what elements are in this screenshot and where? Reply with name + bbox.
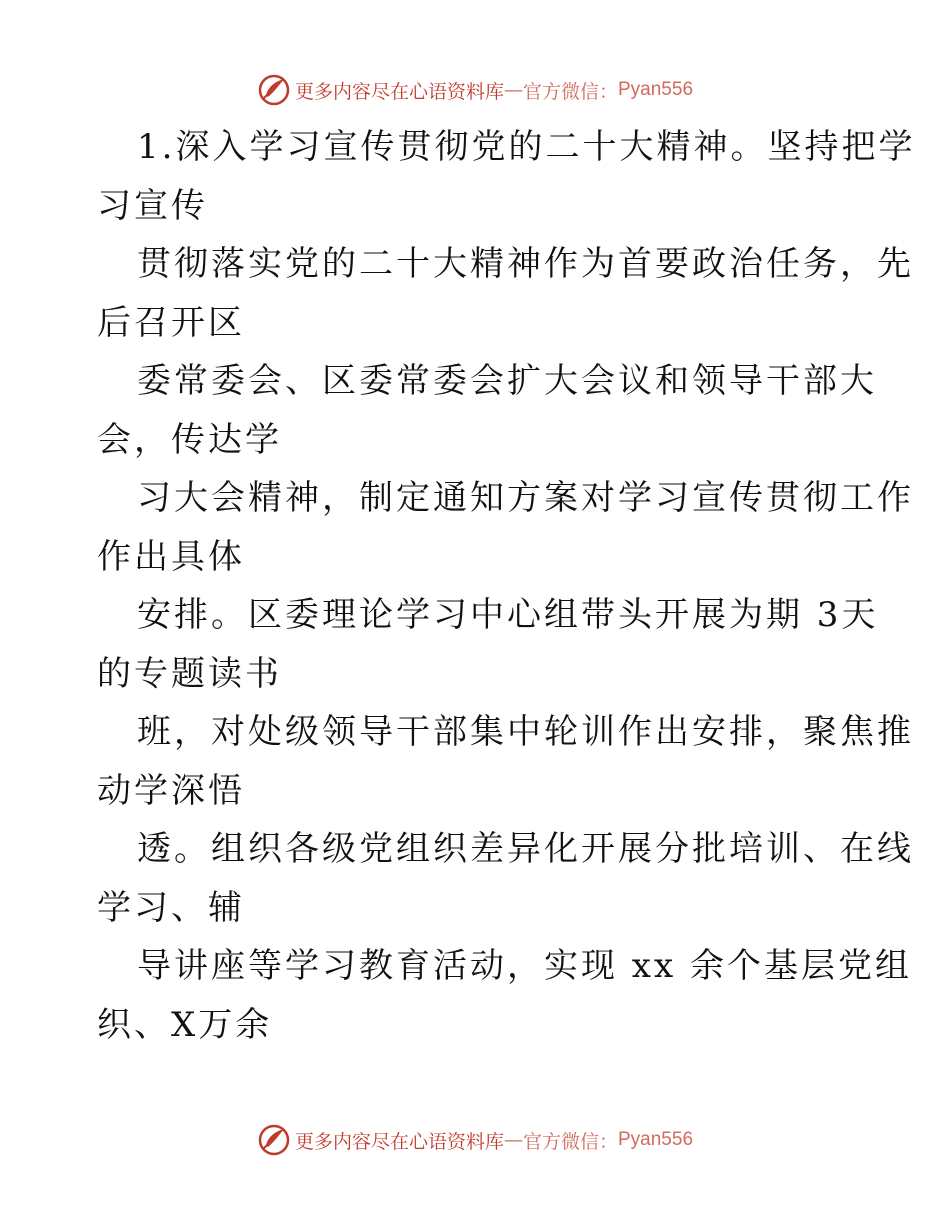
paragraph-line: 学习、辅 (97, 887, 245, 928)
footer-watermark-banner (0, 1120, 950, 1160)
paragraph-line: 导讲座等学习教育活动，实现 xx 余个基层党组 (137, 946, 912, 986)
paragraph-line: 织、X万余 (97, 1004, 273, 1045)
paragraph-line: 动学深悟 (97, 770, 245, 811)
banner-wechat-id: Pyan556 (618, 1129, 694, 1150)
banner-dash: — (503, 79, 523, 101)
paragraph-line: 习大会精神，制定通知方案对学习宣传贯彻工作 (137, 478, 914, 518)
paragraph-line: 1.深入学习宣传贯彻党的二十大精神。坚持把学 (137, 127, 916, 167)
paragraph-line: 作出具体 (97, 536, 245, 577)
banner-dash: — (503, 1129, 523, 1151)
banner-sub-text: 官方微信： (522, 1130, 618, 1153)
paragraph-line: 透。组织各级党组织差异化开展分批培训、在线 (137, 829, 914, 869)
banner-sub-text: 官方微信： (522, 80, 618, 103)
paragraph-line: 后召开区 (97, 302, 245, 343)
paragraph-line: 委常委会、区委常委会扩大会议和领导干部大 (137, 361, 877, 401)
header-watermark-banner (0, 70, 950, 110)
paragraph-line: 班，对处级领导干部集中轮训作出安排，聚焦推 (137, 712, 914, 752)
paragraph-line: 的专题读书 (97, 653, 282, 694)
paragraph-line: 贯彻落实党的二十大精神作为首要政治任务，先 (137, 244, 914, 284)
banner-wechat-id: Pyan556 (618, 79, 694, 100)
xinyu-logo-icon (257, 1123, 291, 1157)
xinyu-logo-icon (257, 73, 291, 107)
paragraph-line: 会，传达学 (97, 419, 282, 460)
paragraph-line: 安排。区委理论学习中心组带头开展为期 3天 (137, 595, 879, 635)
document-body (97, 118, 916, 1054)
banner-main-text: 更多内容尽在心语资料库 (294, 80, 504, 103)
paragraph-line: 习宣传 (97, 185, 208, 226)
banner-main-text: 更多内容尽在心语资料库 (294, 1130, 504, 1153)
